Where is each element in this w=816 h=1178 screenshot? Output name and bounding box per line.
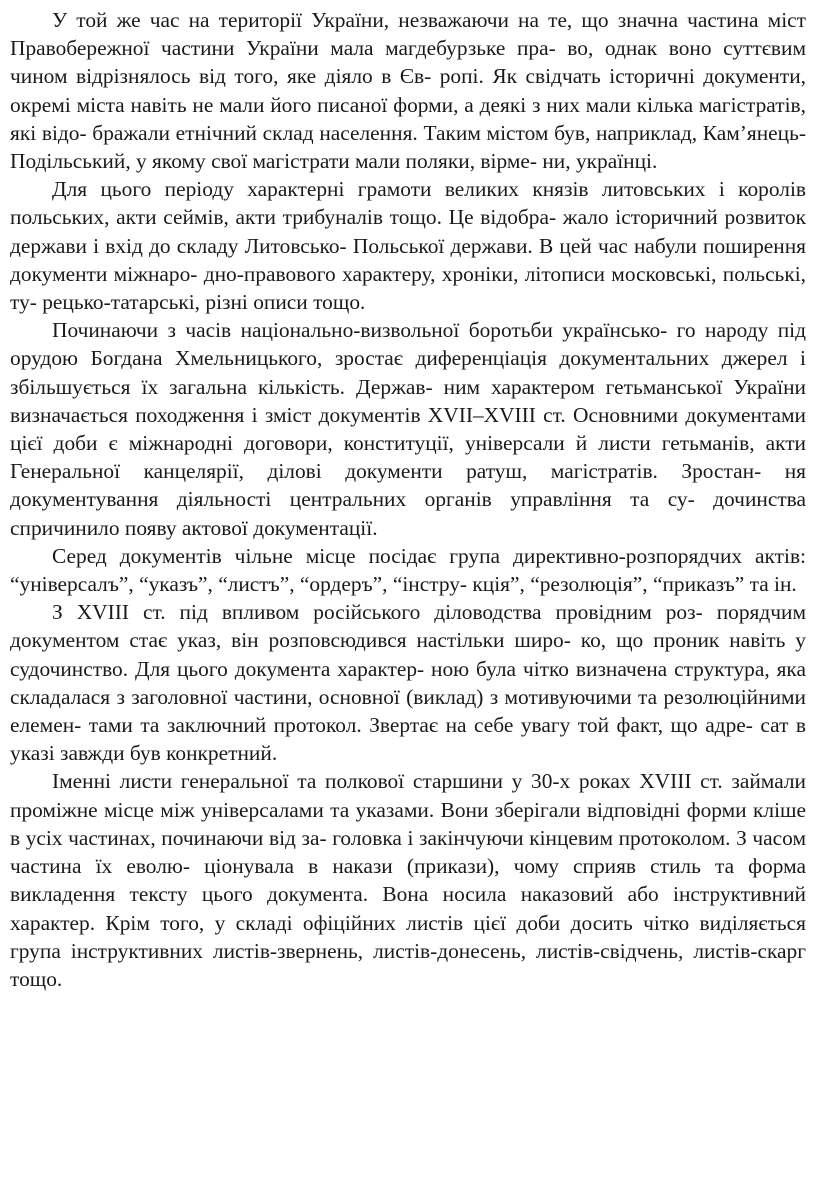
- paragraph-magdeburg-law: У той же час на території України, незважаючи на те, що значна частина міст Правобережної частини України мала магдебурзьке пра- во, однак воно суттєвим чином відрізнялось від того, яке діяло в Єв- ропі. Як свідчать історичні документи, окремі міста навіть не мали його писаної форми, а деякі з них мали кілька магістратів, які відо- бражали етнічний склад населення. Таким містом був, наприклад, Кам’янець-Подільський, у якому свої магістрати мали поляки, вірме- ни, українці.: [10, 8, 806, 174]
- paragraph-lithuanian-polish-period: Для цього періоду характерні грамоти великих князів литовських і королів польських, акти сеймів, акти трибуналів тощо. Це відобра- жало історичний розвиток держави і вхід до складу Литовсько- Польської держави. В цей час набули поширення документи міжнаро- дно-правового характеру, хроніки, літописи московські, польські, ту- рецько-татарські, різні описи тощо.: [10, 177, 806, 315]
- paragraph-hetman-era: Починаючи з часів національно-визвольної боротьби українсько- го народу під орудою Богдана Хмельницького, зростає диференціація документальних джерел і збільшується їх загальна кількість. Держав- ним характером гетьманської України визначається походження і зміст документів XVII–XVIII ст. Основними документами цієї доби є міжнародні договори, конституції, універсали й листи гетьманів, акти Генеральної канцелярії, ділові документи ратуш, магістратів. Зростан- ня документування діяльності центральних органів управління та су- дочинства спричинило появу актової документації.: [10, 318, 806, 540]
- paragraph-directive-acts: Серед документів чільне місце посідає група директивно-розпорядчих актів: “універсалъ”, “указъ”, “листъ”, “ордеръ”, “інстру- кція”, “резолюція”, “приказъ” та ін.: [10, 543, 806, 597]
- paragraph-ukaz: З XVIII ст. під впливом російського діловодства провідним роз- порядчим документом стає указ, він розповсюдився настільки широ- ко, що проник навіть у судочинство. Для цього документа характер- ною була чітко визначена структура, яка складалася з заголовної частини, основної (виклад) з мотивуючими та резолюційними елемен- тами та заключний протокол. Звертає на себе увагу той факт, що адре- сат в указі завжди був конкретний.: [10, 600, 806, 766]
- paragraph-nominal-letters: Іменні листи генеральної та полкової старшини у 30-х роках XVIII ст. займали проміжне місце між універсалами та указами. Вони зберігали відповідні форми кліше в усіх частинах, починаючи від за- головка і закінчуючи кінцевим протоколом. З часом частина їх еволю- ціонувала в накази (прикази), чому сприяв стиль та форма викладення тексту цього документа. Вона носила наказовий або інструктивний характер. Крім того, у складі офіційних листів цієї доби досить чітко виділяється група інструктивних листів-звернень, листів-донесень, листів-свідчень, листів-скарг тощо.: [10, 769, 806, 991]
